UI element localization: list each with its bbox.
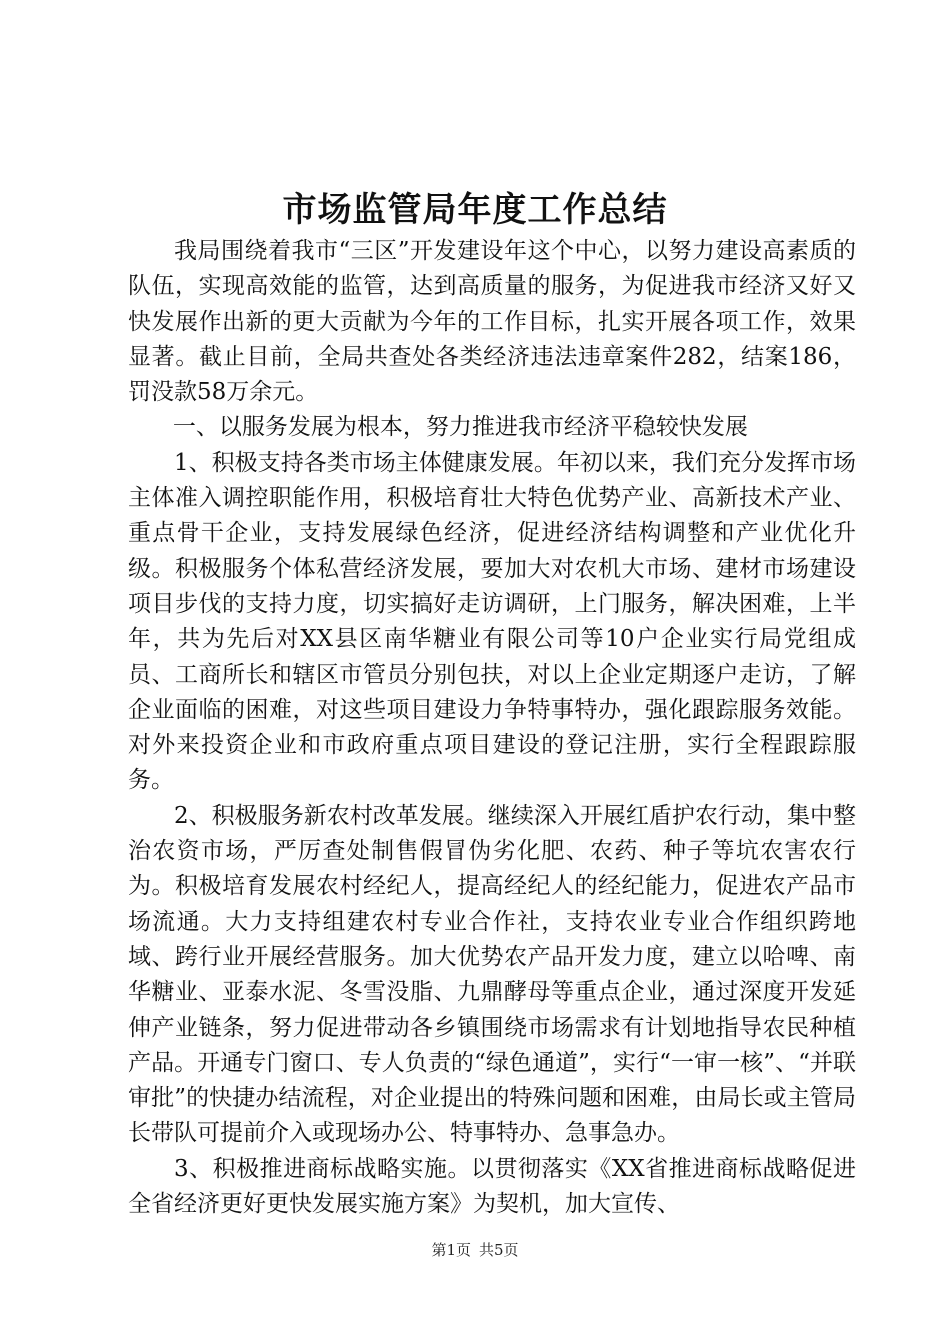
page-number: 第1页: [431, 1241, 471, 1259]
page-total: 共5页: [479, 1241, 519, 1259]
document-title: 市场监管局年度工作总结: [282, 190, 668, 230]
page-footer: [0, 1240, 950, 1260]
paragraph-item-3: 3、积极推进商标战略实施。以贯彻落实《XX省推进商标战略促进全省经济更好更快发展实施方案》为契机，加大宣传、: [128, 1155, 856, 1218]
document-body: [128, 234, 856, 1222]
section-heading-1: 一、以服务发展为根本，努力推进我市经济平稳较快发展: [172, 414, 748, 441]
paragraph-item-1: 1、积极支持各类市场主体健康发展。年初以来，我们充分发挥市场主体准入调控职能作用，积极培育壮大特色优势产业、高新技术产业、重点骨干企业，支持发展绿色经济，促进经济结构调整和产业优化升级。积极服务个体私营经济发展，要加大对农机大市场、建材市场建设项目步伐的支持力度，切实搞好走访调研，上门服务，解决困难，上半年，共为先后对XX县区南华糖业有限公司等10户企业实行局党组成员、工商所长和辖区市管员分别包扶，对以上企业定期逐户走访，了解企业面临的困难，对这些项目建设力争特事特办，强化跟踪服务效能。对外来投资企业和市政府重点项目建设的登记注册，实行全程跟踪服务。: [128, 449, 856, 794]
paragraph-item-2: 2、积极服务新农村改革发展。继续深入开展红盾护农行动，集中整治农资市场，严厉查处制售假冒伪劣化肥、农药、种子等坑农害农行为。积极培育发展农村经纪人，提高经纪人的经纪能力，促进农产品市场流通。大力支持组建农村专业合作社，支持农业专业合作组织跨地域、跨行业开展经营服务。加大优势农产品开发力度，建立以哈啤、南华糖业、亚泰水泥、冬雪没脂、九鼎酵母等重点企业，通过深度开发延伸产业链条，努力促进带动各乡镇围绕市场需求有计划地指导农民种植产品。开通专门窗口、专人负责的“绿色通道”，实行“一审一核”、“并联审批”的快捷办结流程，对企业提出的特殊问题和困难，由局长或主管局长带队可提前介入或现场办公、特事特办、急事急办。: [128, 802, 856, 1147]
paragraph-intro: 我局围绕着我市“三区”开发建设年这个中心，以努力建设高素质的队伍，实现高效能的监管，达到高质量的服务，为促进我市经济又好又快发展作出新的更大贡献为今年的工作目标，扎实开展各项工作，效果显著。截止目前，全局共查处各类经济违法违章案件282，结案186，罚没款58万余元。: [128, 238, 856, 406]
